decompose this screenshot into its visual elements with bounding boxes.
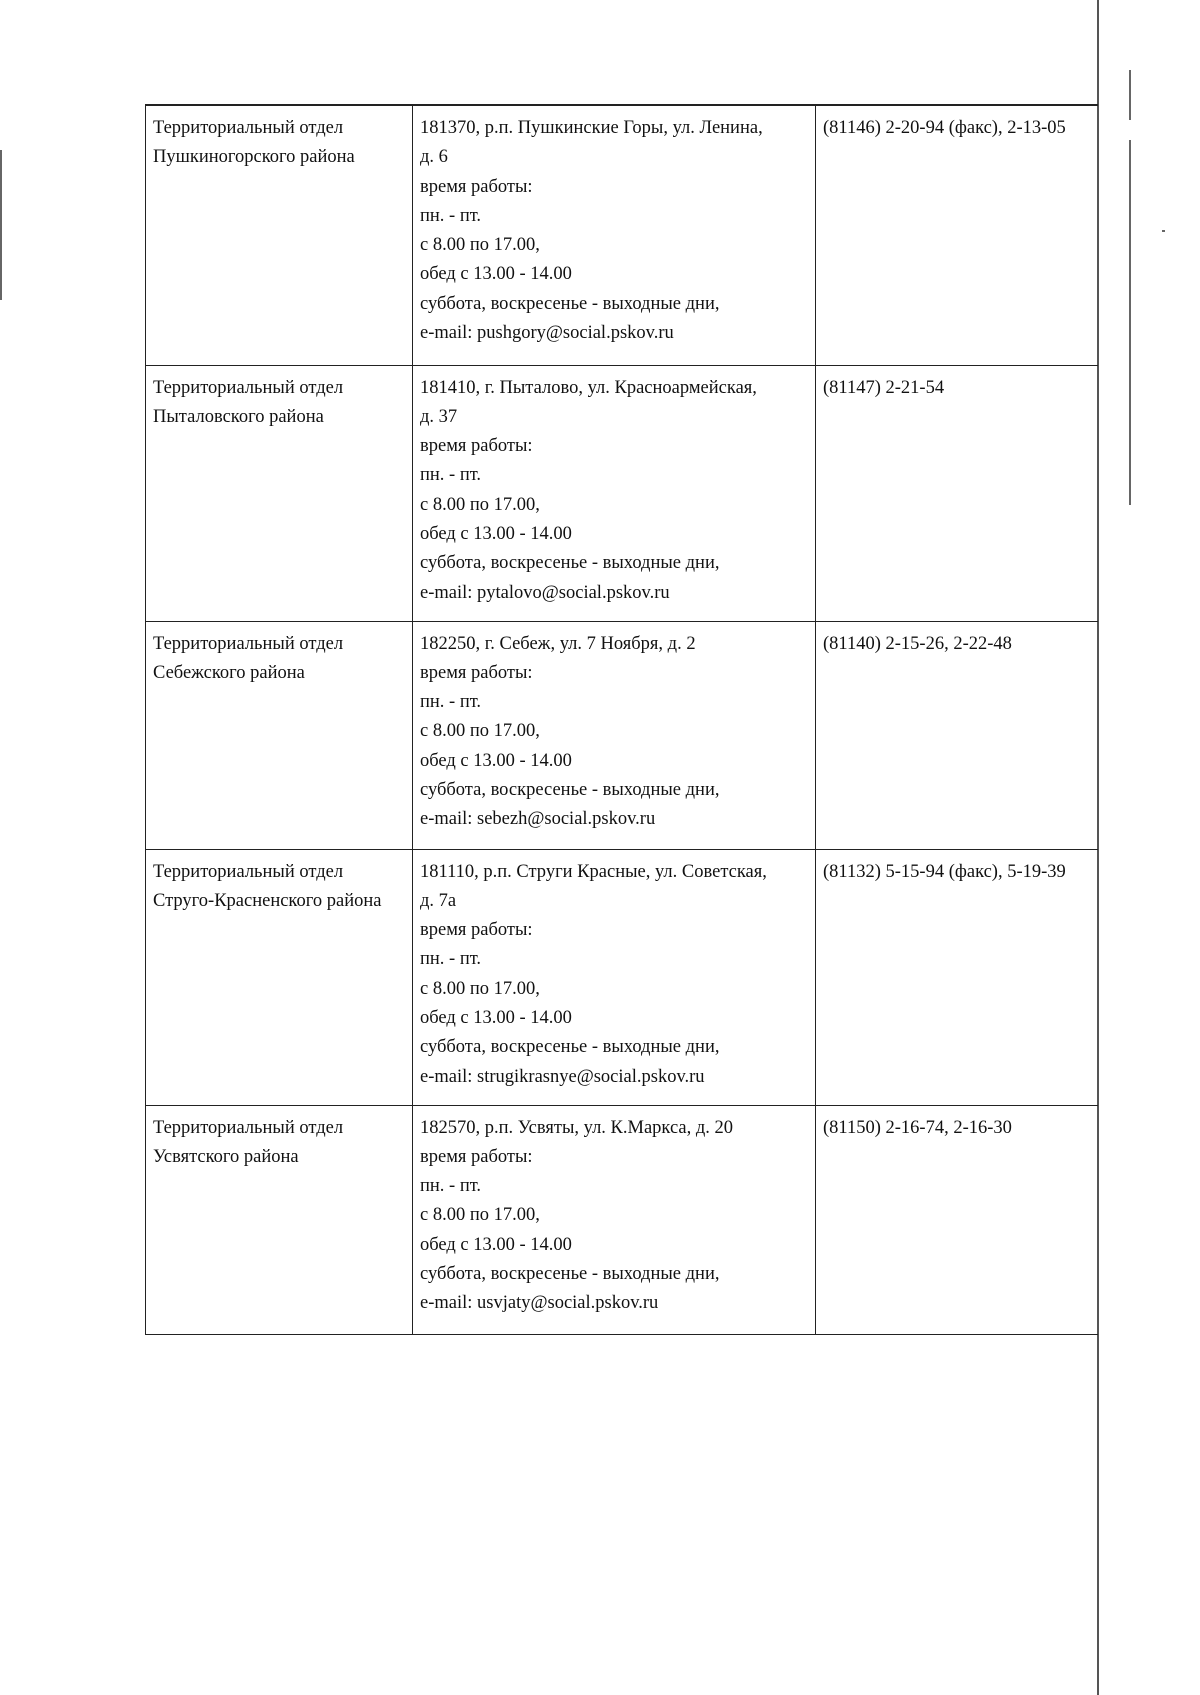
lunch-break: обед с 13.00 - 14.00	[420, 523, 572, 544]
office-name-line: Себежского района	[153, 662, 305, 683]
office-name-line: Территориальный отдел	[153, 1117, 344, 1138]
office-name-line: Пыталовского района	[153, 406, 324, 427]
address-line: 182250, г. Себеж, ул. 7 Ноября, д. 2	[420, 633, 696, 654]
address-line: д. 7а	[420, 890, 457, 911]
work-hours: с 8.00 по 17.00,	[420, 235, 540, 256]
work-days: пн. - пт.	[420, 465, 482, 486]
address-line: 181410, г. Пыталово, ул. Красноармейская,	[420, 377, 757, 398]
work-days: пн. - пт.	[420, 205, 482, 226]
scan-mark	[1129, 70, 1131, 120]
office-name-cell	[146, 365, 413, 621]
work-hours: с 8.00 по 17.00,	[420, 978, 540, 999]
office-address-cell	[413, 1105, 816, 1334]
weekend-info: суббота, воскресенье - выходные дни,	[420, 553, 720, 574]
office-name-cell	[146, 105, 413, 365]
office-name-cell	[146, 621, 413, 849]
hours-label: время работы:	[420, 436, 533, 457]
address-line: 181110, р.п. Струги Красные, ул. Советская,	[420, 861, 767, 882]
weekend-info: суббота, воскресенье - выходные дни,	[420, 293, 720, 314]
office-row	[146, 849, 1098, 1105]
office-name-line: Пушкиногорского района	[153, 147, 355, 168]
work-days: пн. - пт.	[420, 949, 482, 970]
office-name-line: Усвятского района	[153, 1146, 299, 1167]
work-hours: с 8.00 по 17.00,	[420, 494, 540, 515]
scan-mark	[1162, 230, 1165, 232]
address-line: д. 37	[420, 406, 458, 427]
email-address: e-mail: usvjaty@social.pskov.ru	[420, 1293, 659, 1314]
office-phone-cell	[816, 105, 1098, 365]
office-address-cell	[413, 621, 816, 849]
office-name-cell	[146, 849, 413, 1105]
hours-label: время работы:	[420, 662, 533, 683]
office-name-line: Территориальный отдел	[153, 861, 344, 882]
work-hours: с 8.00 по 17.00,	[420, 721, 540, 742]
office-phone-cell	[816, 849, 1098, 1105]
address-line: д. 6	[420, 147, 448, 168]
phone-number: (81147) 2-21-54	[823, 377, 945, 398]
email-address: e-mail: sebezh@social.pskov.ru	[420, 809, 656, 830]
lunch-break: обед с 13.00 - 14.00	[420, 750, 572, 771]
phone-number: (81132) 5-15-94 (факс), 5-19-39	[823, 861, 1066, 882]
hours-label: время работы:	[420, 1146, 533, 1167]
office-address-cell	[413, 849, 816, 1105]
lunch-break: обед с 13.00 - 14.00	[420, 264, 572, 285]
office-name-line: Территориальный отдел	[153, 633, 344, 654]
lunch-break: обед с 13.00 - 14.00	[420, 1007, 572, 1028]
phone-number: (81150) 2-16-74, 2-16-30	[823, 1117, 1012, 1138]
lunch-break: обед с 13.00 - 14.00	[420, 1234, 572, 1255]
office-name-line: Струго-Красненского района	[153, 890, 382, 911]
work-days: пн. - пт.	[420, 1176, 482, 1197]
phone-number: (81140) 2-15-26, 2-22-48	[823, 633, 1012, 654]
scan-mark	[1129, 140, 1131, 505]
office-row	[146, 1105, 1098, 1334]
office-row	[146, 621, 1098, 849]
weekend-info: суббота, воскресенье - выходные дни,	[420, 1037, 720, 1058]
work-hours: с 8.00 по 17.00,	[420, 1205, 540, 1226]
hours-label: время работы:	[420, 920, 533, 941]
address-line: 181370, р.п. Пушкинские Горы, ул. Ленина,	[420, 118, 763, 138]
weekend-info: суббота, воскресенье - выходные дни,	[420, 779, 720, 800]
email-address: e-mail: pushgory@social.pskov.ru	[420, 323, 674, 344]
office-address-cell	[413, 365, 816, 621]
offices-table	[145, 104, 1098, 1335]
office-name-cell	[146, 1105, 413, 1334]
scan-mark	[0, 150, 2, 300]
office-name-line: Территориальный отдел	[153, 377, 344, 398]
office-phone-cell	[816, 621, 1098, 849]
office-row	[146, 365, 1098, 621]
email-address: e-mail: pytalovo@social.pskov.ru	[420, 582, 670, 603]
office-phone-cell	[816, 1105, 1098, 1334]
email-address: e-mail: strugikrasnye@social.pskov.ru	[420, 1066, 705, 1087]
phone-number: (81146) 2-20-94 (факс), 2-13-05	[823, 118, 1066, 138]
office-address-cell	[413, 105, 816, 365]
work-days: пн. - пт.	[420, 692, 482, 713]
address-line: 182570, р.п. Усвяты, ул. К.Маркса, д. 20	[420, 1117, 734, 1138]
office-phone-cell	[816, 365, 1098, 621]
office-row	[146, 105, 1098, 365]
office-name-line: Территориальный отдел	[153, 118, 344, 138]
weekend-info: суббота, воскресенье - выходные дни,	[420, 1263, 720, 1284]
hours-label: время работы:	[420, 176, 533, 197]
